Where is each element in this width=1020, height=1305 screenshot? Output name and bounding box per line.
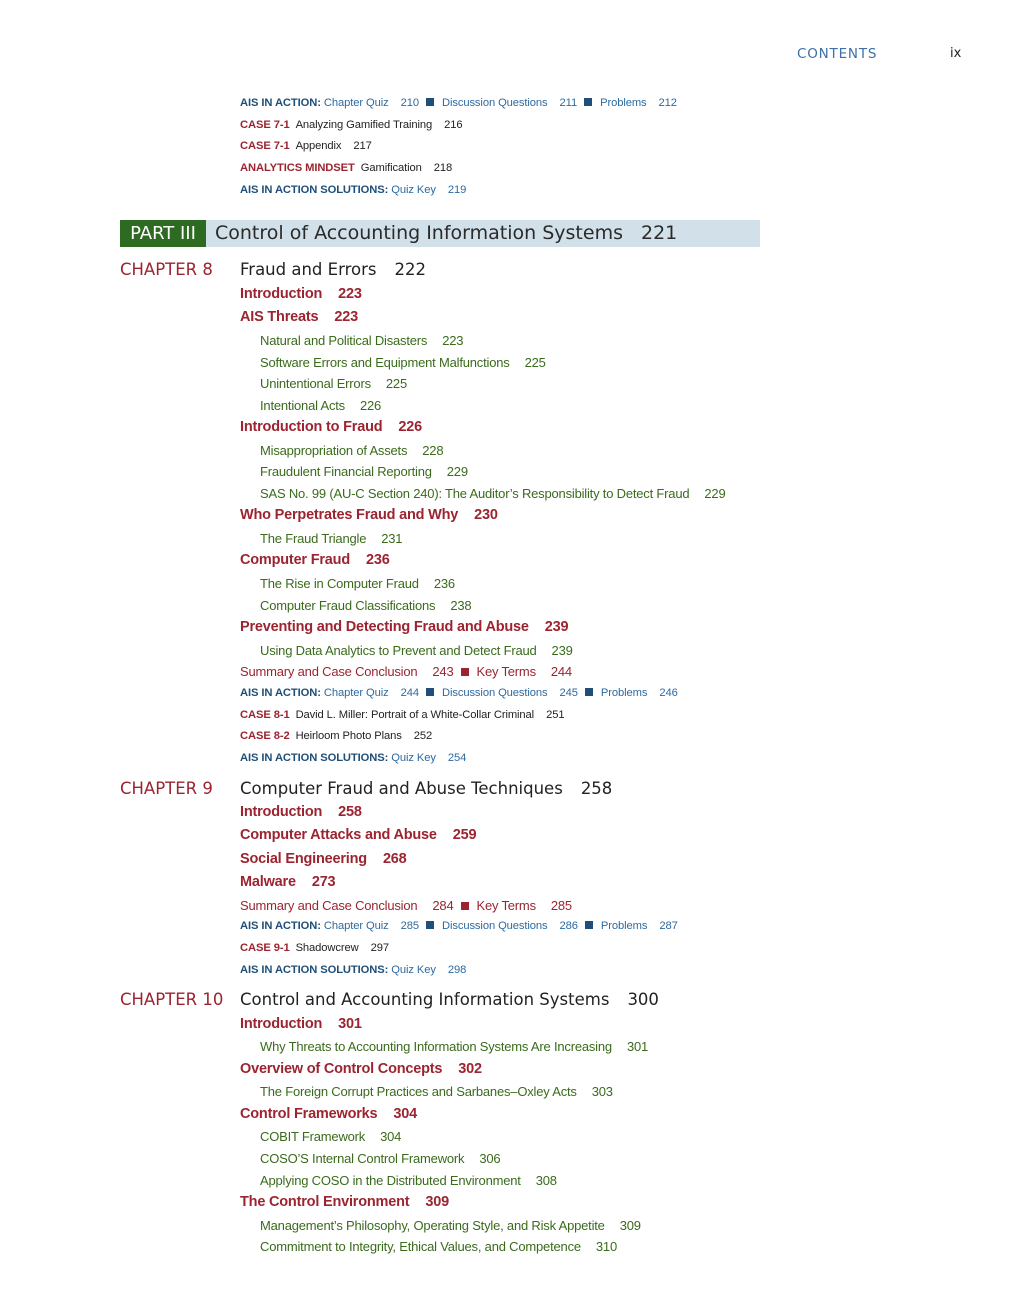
toc-subsection[interactable]: Why Threats to Accounting Information Systems Are Increasing 301 [260,1039,649,1054]
toc-section[interactable]: Malware 273 [240,874,336,890]
problems-link[interactable]: Problems [600,687,648,699]
toc-subsection[interactable]: Natural and Political Disasters 223 [260,333,464,348]
case-line[interactable]: CASE 7-1 Appendix 217 [240,140,372,152]
toc-section[interactable]: Preventing and Detecting Fraud and Abuse 239 [240,619,569,635]
toc-subsection[interactable]: Commitment to Integrity, Ethical Values, and Competence 310 [260,1239,617,1254]
ais-in-action-line: AIS IN ACTION: Chapter Quiz 210 Discussion Questions 211 Problems 212 [240,97,677,109]
square-bullet-icon [461,668,469,676]
discussion-questions-link[interactable]: Discussion Questions [441,687,548,699]
toc-subsection[interactable]: COSO’S Internal Control Framework 306 [260,1151,501,1166]
summary-line[interactable]: Summary and Case Conclusion 284 Key Terms 285 [240,898,572,913]
toc-section[interactable]: Introduction to Fraud 226 [240,419,422,435]
toc-section[interactable]: The Control Environment 309 [240,1194,449,1210]
ais-in-action-line: AIS IN ACTION: Chapter Quiz 244 Discussion Questions 245 Problems 246 [240,687,678,699]
toc-subsection[interactable]: SAS No. 99 (AU-C Section 240): The Auditor’s Responsibility to Detect Fraud 229 [260,486,726,501]
discussion-questions-link[interactable]: Discussion Questions [441,97,548,109]
running-head: CONTENTS [797,46,878,62]
toc-subsection[interactable]: Fraudulent Financial Reporting 229 [260,464,468,479]
toc-section[interactable]: Control Frameworks 304 [240,1106,417,1122]
toc-subsection[interactable]: Management’s Philosophy, Operating Style, and Risk Appetite 309 [260,1218,641,1233]
square-bullet-icon [426,921,434,929]
toc-subsection[interactable]: Misappropriation of Assets 228 [260,443,444,458]
toc-section[interactable]: Social Engineering 268 [240,851,407,867]
toc-section[interactable]: Introduction 301 [240,1016,362,1032]
ais-solutions-line[interactable]: AIS IN ACTION SOLUTIONS: Quiz Key 298 [240,964,467,976]
chapter-quiz-link[interactable]: Chapter Quiz [323,687,389,699]
square-bullet-icon [585,921,593,929]
square-bullet-icon [461,902,469,910]
chapter-quiz-link[interactable]: Chapter Quiz [323,920,389,932]
part-title[interactable]: Control of Accounting Information Systems 221 [215,222,678,244]
chapter-title[interactable]: Fraud and Errors 222 [240,260,426,279]
square-bullet-icon [426,688,434,696]
toc-subsection[interactable]: The Fraud Triangle 231 [260,531,403,546]
toc-subsection[interactable]: Using Data Analytics to Prevent and Detect Fraud 239 [260,643,573,658]
toc-section[interactable]: Who Perpetrates Fraud and Why 230 [240,507,498,523]
toc-section[interactable]: Computer Fraud 236 [240,552,390,568]
ais-in-action-line: AIS IN ACTION: Chapter Quiz 285 Discussion Questions 286 Problems 287 [240,920,678,932]
toc-subsection[interactable]: Software Errors and Equipment Malfunctions 225 [260,355,546,370]
page-number: ix [950,46,962,61]
part-tag: PART III [120,220,206,247]
toc-section[interactable]: Introduction 223 [240,286,362,302]
toc-subsection[interactable]: Computer Fraud Classifications 238 [260,598,472,613]
chapter-title[interactable]: Control and Accounting Information Systems 300 [240,990,659,1009]
toc-section[interactable]: Computer Attacks and Abuse 259 [240,827,477,843]
case-line[interactable]: CASE 8-1 David L. Miller: Portrait of a White-Collar Criminal 251 [240,709,565,721]
summary-line[interactable]: Summary and Case Conclusion 243 Key Terms 244 [240,664,572,679]
chapter-title[interactable]: Computer Fraud and Abuse Techniques 258 [240,779,613,798]
toc-subsection[interactable]: The Rise in Computer Fraud 236 [260,576,455,591]
analytics-mindset-line[interactable]: ANALYTICS MINDSET Gamification 218 [240,162,453,174]
toc-subsection[interactable]: The Foreign Corrupt Practices and Sarbanes–Oxley Acts 303 [260,1084,613,1099]
chapter-label: CHAPTER 9 [120,779,213,798]
toc-section[interactable]: Overview of Control Concepts 302 [240,1061,482,1077]
toc-subsection[interactable]: COBIT Framework 304 [260,1129,402,1144]
discussion-questions-link[interactable]: Discussion Questions [441,920,548,932]
problems-link[interactable]: Problems [600,920,648,932]
case-line[interactable]: CASE 7-1 Analyzing Gamified Training 216 [240,119,463,131]
case-line[interactable]: CASE 8-2 Heirloom Photo Plans 252 [240,730,433,742]
square-bullet-icon [426,98,434,106]
toc-subsection[interactable]: Intentional Acts 226 [260,398,382,413]
toc-subsection[interactable]: Unintentional Errors 225 [260,376,407,391]
toc-section[interactable]: AIS Threats 223 [240,309,358,325]
ais-solutions-line[interactable]: AIS IN ACTION SOLUTIONS: Quiz Key 254 [240,752,467,764]
chapter-label: CHAPTER 8 [120,260,213,279]
square-bullet-icon [585,688,593,696]
part-banner [120,220,760,247]
ais-solutions-line[interactable]: AIS IN ACTION SOLUTIONS: Quiz Key 219 [240,184,467,196]
toc-section[interactable]: Introduction 258 [240,804,362,820]
chapter-quiz-link[interactable]: Chapter Quiz [323,97,389,109]
toc-subsection[interactable]: Applying COSO in the Distributed Environment 308 [260,1173,557,1188]
case-line[interactable]: CASE 9-1 Shadowcrew 297 [240,942,389,954]
problems-link[interactable]: Problems [600,97,647,109]
chapter-label: CHAPTER 10 [120,990,224,1009]
square-bullet-icon [584,98,592,106]
